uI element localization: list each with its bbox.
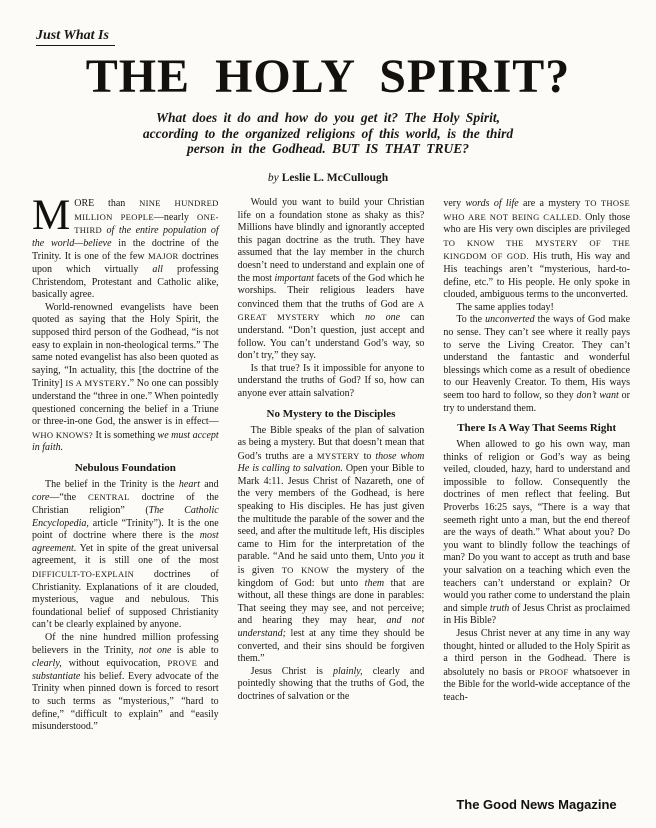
text-segment: no one [365,312,401,324]
paragraph [32,302,219,455]
text-segment: TO KNOW [281,565,330,576]
text-segment: facets of the God which he worships. Their religious leaders have convinced them that the truths of God are [237,272,425,310]
subtitle-line: according to the organized religions of this world, is the third [142,125,514,141]
text-segment: the mystery of the kingdom of God: but unto [237,565,425,589]
text-segment: It is something [93,429,158,441]
text-segment: important [274,272,314,284]
text-segment: and [197,658,219,670]
text-segment: DIFFICULT-TO-EXPLAIN [32,569,135,580]
text-segment: it is given [237,551,425,577]
paragraph [238,197,425,363]
text-segment: of Jesus Christ as proclaimed in His Bible? [443,602,631,627]
text-segment: A GREAT MYSTERY [237,298,425,323]
text-segment: can understand. “Don’t question, just accept and follow. You can’t understand God’s way, so don’t try,” they say. [237,312,425,362]
text-segment: The Catholic Encyclopedia, [32,505,219,529]
text-segment: doctrines upon which virtually [32,251,219,275]
text-segment: MAJOR [147,251,179,262]
text-segment: and not understand; [237,615,425,639]
text-segment: we must accept in faith. [32,429,219,454]
text-segment: Only those who are His very own disciples are privileged [443,211,631,236]
text-segment: To the [456,314,486,326]
text-segment: PROOF [539,666,569,677]
section-heading: No Mystery to the Disciples [266,407,396,420]
text-segment: Would you want to build your Christian life on a foundation stone as shaky as this? Millions have blindly and ignorantly accepted this pagan doctrine as the truth. They have assumed that the lay member in the church doesn’t need to understand and explain one of the most [237,197,425,284]
paragraph [32,479,219,632]
text-segment: heart [178,478,201,490]
text-segment: ONE-THIRD [74,211,219,236]
paragraph [443,439,630,628]
text-segment: without equivocation, [61,658,168,670]
subtitle-line: person in the Godhead. BUT IS THAT TRUE? [186,141,470,156]
text-segment: Is that true? Is it impossible for anyone to understand the truths of God? If so, how can anyone ever attain salvation? [237,362,425,399]
text-segment: TO KNOW THE MYSTERY OF THE KINGDOM OF GOD. [443,237,631,262]
text-segment: CENTRAL [87,492,130,503]
text-segment: MYSTERY [316,450,360,461]
text-segment: which [319,312,366,324]
footer-magazine-name: The Good News Magazine [456,797,617,812]
text-segment: not one [138,644,172,656]
text-segment: of the entire population of the world—believe [32,225,219,249]
paragraph [238,363,425,401]
byline [0,172,656,184]
text-segment: —“the [49,492,88,504]
byline-prefix: by [267,172,279,184]
article-kicker: Just What Is [36,28,115,46]
text-segment: them [364,577,385,589]
paragraph [32,192,219,302]
text-segment: .” No one can possibly understand the “three in one.” When pointedly questioned concerning the belief in a Triune or three-in-one God, the answer is in effect— [32,378,219,428]
section-heading: There Is A Way That Seems Right [457,422,617,435]
paragraph [238,425,425,666]
text-segment: whatsoever in the Bible for the world-wide acceptance of the teach- [443,666,631,703]
text-segment: TO THOSE WHO ARE NOT BEING CALLED. [443,198,631,222]
text-segment: don’t want [576,389,619,401]
article-columns [32,192,631,734]
text-segment: The Bible speaks of the plan of salvation as being a mystery. But that doesn’t mean that God’s truths are a [237,424,425,462]
text-segment: lest at any time they should be converted, and their sins should be forgiven them.” [237,628,425,665]
column-2 [238,197,425,734]
paragraph [443,314,630,415]
text-segment: doctrines of Christianity. Explanations of it are clouded, mysterious, vague and nebulous. This foundational belief of supposed Christianity can’t be clearly explained by anyone. [32,569,219,631]
text-segment: core [32,492,50,504]
text-segment: unconverted [485,314,535,326]
paragraph [32,632,219,734]
text-segment: clearly and pointedly showing that the truths of God, the doctrines of salvation or the [237,665,425,702]
text-segment: WHO KNOWS? [32,429,94,440]
text-segment: the ways of God make no sense. They can’t see where it really pays to serve the Living Creator. They can’t understand the fantastic and wonderful blessings which come as a result of obedience to our Heavenly Creator. To them, His ways seem too hard to follow, so they [443,314,631,401]
text-segment: Yet in spite of the great universal agreement, it is still one of the most [32,542,219,567]
column-3 [443,197,630,734]
text-segment: article “Trinity”). It is the one point of doctrine where there is the [32,517,219,542]
text-segment: is able to [171,644,219,656]
text-segment: Jesus Christ never at any time in any way thought, hinted or alluded to the Holy Spirit as a third person in the Godhead. There is absolutely no basis or [443,628,631,678]
text-segment: Of the nine hundred million professing believers in the Trinity, [32,632,219,656]
text-segment: his belief. Every advocate of the Trinity when pinned down is forced to resort to such terms as “mysterious,” “hard to define,” “difficult to explain” and “easily misunderstood.” [32,670,219,733]
text-segment: to [359,450,376,462]
text-segment: ORE than [74,198,140,209]
paragraph [443,628,630,705]
text-segment: Open your Bible to Mark 4:11. Jesus Christ of Nazareth, one of the very members of the Godhead, is here speaking to His disciples. He has just given the multitude the parable of the sower and the seed, and after the multitude left, His disciples came to Him for the interpretation of the parable. “And he said unto them, Unto [237,463,425,563]
article-subtitle [108,110,548,157]
text-segment: IS A MYSTERY [65,378,128,389]
text-segment: When allowed to go his own way, man thinks of religion or God’s way as being veiled, clouded, hazy, hard to understand and impossible to follow. Consequently the doctrines of men reflect that feeling. But Proverbs 16:25 says, “There is a way that seemeth right unto a man, but the end thereof are the ways of death.” What about you? Do you want to blindly follow the teachings of man? Do you want to accept as truth and base your salvation on a teaching which even the teachers can’t understand or explain? Or would you rather come to understand the plain and simple [443,439,631,614]
text-segment: —nearly [153,211,197,223]
text-segment: truth [489,602,510,614]
text-segment: professing Christendom, Protestant and Catholic alike, basically agree. [32,263,219,301]
subtitle-line: What does it do and how do you get it? The Holy Spirit, [156,110,500,125]
column-1 [32,192,219,734]
paragraph [238,666,425,704]
drop-cap: M [32,192,71,239]
text-segment: His truth, His way and His teachings aren’t “mysterious, hard-to-define, etc.” to His people. He only spoke in clouded, ambiguous terms to the unconverted. [443,251,631,301]
text-segment: World-renowned evangelists have been quoted as saying that the Holy Spirit, the supposed third person of the Godhead, “is not easy to explain in non-theological terms.” The same noted evangelist has also been quoted as saying, “In actuality, this [the doctrine of the Trinity] [32,301,219,390]
text-segment: most agreement. [32,530,219,554]
paragraph [443,197,630,302]
text-segment: doctrine of the Christian religion” ( [32,492,219,517]
text-segment: clearly, [32,658,62,670]
text-segment: Jesus Christ is [250,665,333,677]
text-segment: and [200,478,219,490]
text-segment: PROVE [167,658,198,669]
text-segment: you [400,551,416,563]
text-segment: substantiate [32,670,81,682]
text-segment: very [443,198,466,209]
section-heading: Nebulous Foundation [74,461,176,474]
byline-author: Leslie L. McCullough [281,172,389,184]
text-segment: NINE HUNDRED MILLION PEOPLE [74,198,219,222]
text-segment: all [152,263,163,275]
text-segment: words of life [465,198,519,209]
text-segment: are a mystery [518,198,585,209]
text-segment: or try to understand them. [443,389,631,414]
text-segment: those whom He is calling to salvation. [237,450,425,475]
text-segment: The same applies today! [456,301,554,313]
text-segment: that are without, all these things are done in parables: That seeing they may see, and not perceive; and hearing they may hear, [237,577,425,627]
text-segment: The belief in the Trinity is the [45,478,179,490]
text-segment: plainly, [332,665,363,677]
article-title: THE HOLY SPIRIT? [85,50,571,103]
paragraph [443,302,630,315]
text-segment: in the doctrine of the Trinity. It is one of the few [32,237,219,263]
